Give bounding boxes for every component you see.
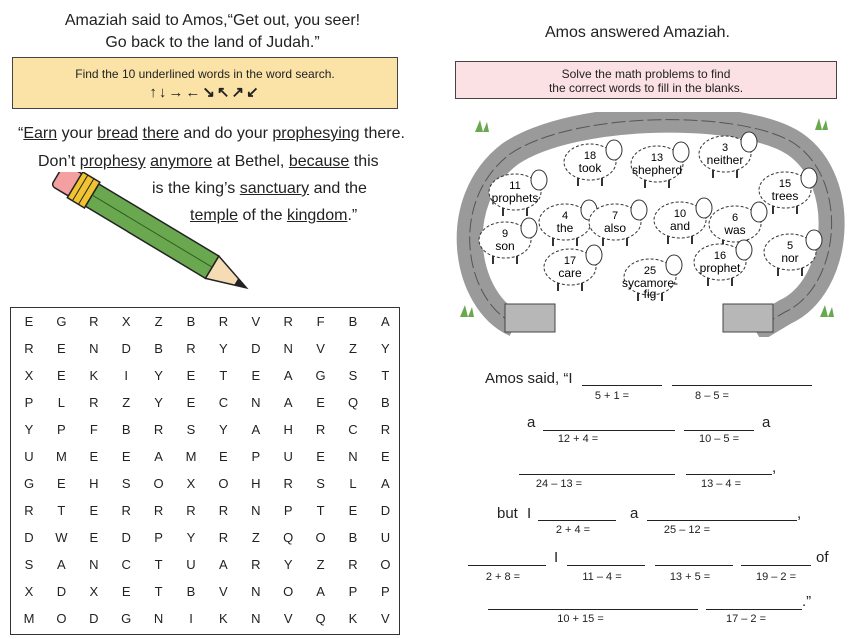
sheep-word: prophet <box>699 261 741 275</box>
grid-letter[interactable]: P <box>251 449 261 464</box>
grid-letter[interactable]: V <box>316 341 325 356</box>
quote-text: Don’t <box>38 153 80 170</box>
grid-letter[interactable]: B <box>381 395 390 410</box>
quote-text: and the <box>309 180 367 197</box>
math-problem-label: 10 – 5 = <box>698 433 740 445</box>
grid-letter[interactable]: Y <box>219 341 228 356</box>
grid-letter[interactable]: S <box>121 476 131 491</box>
grid-letter[interactable]: C <box>121 557 131 572</box>
right-title: Amos answered Amaziah. <box>545 24 730 41</box>
quote-text: “ <box>18 125 24 142</box>
quote-text: at Bethel, <box>212 153 289 170</box>
grid-letter[interactable]: T <box>381 368 390 383</box>
blank-line <box>543 430 675 431</box>
math-problem-label: 17 – 2 = <box>725 613 767 625</box>
grid-letter[interactable]: P <box>348 584 358 599</box>
underlined-word: there <box>142 125 179 142</box>
grid-letter[interactable]: E <box>121 584 131 599</box>
grid-letter[interactable]: R <box>121 503 131 518</box>
sheep <box>539 200 597 246</box>
grid-letter[interactable]: E <box>121 449 131 464</box>
sheep-number: 9 <box>501 228 509 240</box>
grid-letter[interactable]: R <box>380 422 391 437</box>
grid-letter[interactable]: B <box>186 584 196 599</box>
grid-letter[interactable]: T <box>316 503 325 518</box>
math-problem-label: 8 – 5 = <box>695 390 729 402</box>
sheep-word: the <box>556 221 574 235</box>
grid-letter[interactable]: Y <box>186 530 196 545</box>
amos-said-text: Amos said, “I <box>485 370 573 387</box>
blank-line <box>488 609 698 610</box>
grid-letter[interactable]: A <box>381 476 390 491</box>
grid-letter[interactable]: N <box>283 341 293 356</box>
grid-letter[interactable]: N <box>251 395 261 410</box>
sheep-number: 10 <box>673 208 687 220</box>
math-problem-label: 13 – 4 = <box>700 478 742 490</box>
underlined-word: prophesying <box>272 125 360 142</box>
grid-letter[interactable]: Y <box>283 557 293 572</box>
grid-letter[interactable]: Z <box>349 341 357 356</box>
grid-letter[interactable]: N <box>251 584 261 599</box>
sheep-number: 4 <box>561 210 569 222</box>
grid-letter[interactable]: E <box>348 503 358 518</box>
blank-line <box>519 474 675 475</box>
grid-letter[interactable]: M <box>23 611 35 626</box>
grid-letter[interactable]: G <box>315 368 326 383</box>
grid-letter[interactable]: Y <box>219 422 228 437</box>
grid-letter[interactable]: A <box>251 422 261 437</box>
math-problem-label: 19 – 2 = <box>755 571 797 583</box>
sheep-word: took <box>578 161 602 175</box>
grid-letter[interactable]: O <box>56 611 67 626</box>
sheep-number: 16 <box>713 250 727 262</box>
blank-line <box>468 565 546 566</box>
grid-letter[interactable]: D <box>121 341 131 356</box>
grid-letter[interactable]: D <box>380 503 391 518</box>
grid-letter[interactable]: B <box>348 314 358 329</box>
underlined-word: Earn <box>23 125 58 142</box>
math-problem-label: 13 + 5 = <box>669 571 711 583</box>
underlined-word: anymore <box>150 153 213 170</box>
direction-arrows-icon: ↑↓→←↘↖↗↙ <box>149 84 261 101</box>
left-title-line-2: Go back to the land of Judah.” <box>105 34 320 51</box>
blank-line <box>567 565 645 566</box>
comma: , <box>772 459 777 476</box>
word-a: a <box>762 414 771 431</box>
grid-letter[interactable]: X <box>24 584 34 599</box>
grid-letter[interactable]: E <box>24 314 34 329</box>
blank-line <box>706 609 802 610</box>
grid-letter[interactable]: P <box>57 422 66 437</box>
grid-letter[interactable]: R <box>218 314 229 329</box>
word-search-grid <box>10 307 400 635</box>
grid-letter[interactable]: E <box>186 368 196 383</box>
quote-text: of the <box>238 207 287 224</box>
grid-letter[interactable]: A <box>283 368 293 383</box>
grid-letter[interactable]: D <box>89 611 99 626</box>
math-instructions-line-2: the correct words to fill in the blanks. <box>548 81 744 95</box>
sheep <box>564 140 622 186</box>
grid-letter[interactable]: D <box>24 530 34 545</box>
grid-letter[interactable]: Q <box>315 611 326 626</box>
grid-letter[interactable]: R <box>89 314 99 329</box>
sheep <box>759 168 817 214</box>
grid-letter[interactable]: R <box>24 341 34 356</box>
grid-letter[interactable]: E <box>316 449 325 464</box>
quote-text: this <box>349 153 379 170</box>
grid-letter[interactable]: Q <box>347 395 359 410</box>
quote-text: and do your <box>178 125 273 142</box>
grid-letter[interactable]: E <box>251 368 261 383</box>
quote-line-2 <box>38 153 379 171</box>
grid-letter[interactable]: V <box>251 314 261 329</box>
blank-line <box>538 520 616 521</box>
sheep-number: 13 <box>650 152 664 164</box>
sheep-word: son <box>495 239 515 253</box>
math-problem-label: 12 + 4 = <box>557 433 599 445</box>
sheep-word: was <box>724 223 746 237</box>
grid-letter[interactable]: H <box>89 476 99 491</box>
grid-letter[interactable]: B <box>348 530 358 545</box>
grid-letter[interactable]: R <box>89 395 99 410</box>
grid-letter[interactable]: U <box>24 449 34 464</box>
grid-letter[interactable]: A <box>219 557 228 572</box>
grid-letter[interactable]: G <box>56 314 67 329</box>
word-but: but <box>497 505 518 522</box>
grid-letter[interactable]: N <box>89 341 99 356</box>
grid-letter[interactable]: P <box>283 503 293 518</box>
grid-letter[interactable]: Y <box>24 422 34 437</box>
word-a: a <box>527 414 536 431</box>
sheep <box>479 218 537 264</box>
sheep-word: also <box>603 221 627 235</box>
grid-letter[interactable]: Z <box>154 314 163 329</box>
sheep-number: 3 <box>721 142 729 154</box>
grid-letter[interactable]: H <box>283 422 293 437</box>
sheep-number: 18 <box>583 150 597 162</box>
grid-letter[interactable]: A <box>154 449 163 464</box>
sheep-word: care <box>558 266 582 280</box>
sheep-word: prophets <box>491 191 539 205</box>
grid-letter[interactable]: R <box>348 557 358 572</box>
word-i: I <box>527 505 532 522</box>
grid-letter[interactable]: A <box>57 557 66 572</box>
grid-letter[interactable]: Z <box>122 395 131 410</box>
quote-text: .” <box>347 207 358 224</box>
grid-letter[interactable]: E <box>57 341 66 356</box>
grid-letter[interactable]: N <box>153 611 164 626</box>
grid-letter[interactable]: I <box>189 611 193 626</box>
grid-letter[interactable]: R <box>218 503 229 518</box>
grid-letter[interactable]: X <box>121 314 131 329</box>
sheep-word: trees <box>771 189 799 203</box>
quote-line-1 <box>18 125 405 143</box>
grid-letter[interactable]: I <box>124 368 128 383</box>
sheep-word: fig <box>643 287 657 301</box>
grid-letter[interactable]: G <box>121 611 132 626</box>
grid-letter[interactable]: G <box>23 476 35 491</box>
sheep-number: 25 <box>643 265 657 277</box>
grid-letter[interactable]: Z <box>316 557 325 572</box>
quote-text: is the king’s <box>152 180 240 197</box>
grid-letter[interactable]: R <box>283 314 293 329</box>
grid-letter[interactable]: P <box>154 530 163 545</box>
grid-letter[interactable]: E <box>186 395 196 410</box>
grid-letter[interactable]: L <box>57 395 65 410</box>
find-words-text: Find the 10 underlined words in the word search. <box>75 67 335 81</box>
sheep-number: 15 <box>778 178 792 190</box>
grid-letter[interactable]: N <box>251 503 261 518</box>
grid-letter[interactable]: R <box>24 503 34 518</box>
grid-letter[interactable]: E <box>57 476 66 491</box>
blank-line <box>647 520 797 521</box>
grid-letter[interactable]: E <box>316 395 325 410</box>
grid-letter[interactable]: B <box>186 314 196 329</box>
grid-letter[interactable]: Z <box>251 530 260 545</box>
grid-letter[interactable]: R <box>251 557 261 572</box>
blank-line <box>684 430 754 431</box>
grid-letter[interactable]: X <box>24 368 34 383</box>
quote-text: your <box>57 125 98 142</box>
grid-letter[interactable]: T <box>57 503 66 518</box>
math-problem-label: 24 – 13 = <box>535 478 583 490</box>
grid-letter[interactable]: R <box>153 503 164 518</box>
blank-line <box>672 385 812 386</box>
grid-letter[interactable]: F <box>316 314 325 329</box>
grid-letter[interactable]: U <box>186 557 196 572</box>
grid-letter[interactable]: P <box>381 584 390 599</box>
sheep-pen-illustration <box>455 112 845 337</box>
grid-letter[interactable]: R <box>153 422 164 437</box>
underlined-word: temple <box>190 207 239 224</box>
grid-letter[interactable]: S <box>186 422 196 437</box>
sheep-number: 6 <box>731 212 739 224</box>
sheep <box>699 132 757 178</box>
grid-letter[interactable]: N <box>251 611 261 626</box>
grid-letter[interactable]: K <box>219 611 228 626</box>
grid-letter[interactable]: R <box>186 341 196 356</box>
sheep <box>589 200 647 246</box>
grid-letter[interactable]: T <box>154 557 163 572</box>
grid-letter[interactable]: W <box>55 530 68 545</box>
pencil-icon <box>38 172 278 302</box>
quote-text: there. <box>359 125 405 142</box>
grid-letter[interactable]: O <box>218 476 229 491</box>
grid-letter[interactable]: V <box>381 611 390 626</box>
sheep <box>544 245 602 291</box>
grid-letter[interactable]: N <box>89 557 99 572</box>
word-i: I <box>554 549 559 566</box>
grid-letter[interactable]: E <box>219 449 228 464</box>
grid-letter[interactable]: V <box>283 611 293 626</box>
math-problem-label: 2 + 4 = <box>555 524 591 536</box>
sheep-number: 17 <box>563 255 577 267</box>
underlined-word: because <box>288 153 350 170</box>
word-a: a <box>630 505 639 522</box>
sheep-number: 5 <box>786 240 794 252</box>
grid-letter[interactable]: T <box>219 368 228 383</box>
grid-letter[interactable]: R <box>186 503 196 518</box>
grid-letter[interactable]: A <box>283 395 293 410</box>
grid-letter[interactable]: O <box>153 476 164 491</box>
math-instructions-line-1: Solve the math problems to find <box>561 67 731 81</box>
grid-letter[interactable]: L <box>349 476 357 491</box>
grid-letter[interactable]: S <box>316 476 325 491</box>
blank-line <box>582 385 662 386</box>
math-problem-label: 10 + 15 = <box>557 613 604 625</box>
grid-letter[interactable]: R <box>283 476 293 491</box>
grid-letter[interactable]: C <box>348 422 358 437</box>
underlined-word: kingdom <box>286 207 348 224</box>
grid-letter[interactable]: R <box>315 422 326 437</box>
sheep-word: nor <box>781 251 799 265</box>
grid-letter[interactable]: M <box>185 449 197 464</box>
sheep-word: and <box>669 219 691 233</box>
sheep-word: shepherd <box>631 163 683 177</box>
grid-letter[interactable]: T <box>154 584 163 599</box>
grid-letter[interactable]: D <box>56 584 67 599</box>
sheep <box>709 202 767 248</box>
sheep-number: 11 <box>509 180 521 192</box>
sheep-word: sycamore- <box>621 276 679 290</box>
grid-letter[interactable]: N <box>348 449 358 464</box>
grid-letter[interactable]: A <box>381 314 390 329</box>
grid-letter[interactable]: X <box>186 476 196 491</box>
grid-letter[interactable]: U <box>283 449 293 464</box>
grid-letter[interactable]: E <box>89 449 99 464</box>
grid-letter[interactable]: Y <box>381 341 390 356</box>
word-of: of <box>816 549 829 566</box>
math-problem-label: 25 – 12 = <box>663 524 711 536</box>
grid-letter[interactable]: R <box>218 530 229 545</box>
grid-letter[interactable]: E <box>89 503 99 518</box>
grid-letter[interactable]: F <box>89 422 98 437</box>
grid-letter[interactable]: D <box>251 341 261 356</box>
grid-letter[interactable]: V <box>219 584 228 599</box>
math-instructions-box <box>455 61 837 99</box>
left-title <box>0 10 425 54</box>
grid-letter[interactable]: O <box>315 530 326 545</box>
left-title-line-1: Amaziah said to Amos,“Get out, you seer! <box>64 12 361 29</box>
grid-letter[interactable]: S <box>24 557 34 572</box>
grid-letter[interactable]: S <box>348 368 358 383</box>
grid-letter[interactable]: Y <box>154 368 163 383</box>
grid-letter[interactable]: O <box>283 584 294 599</box>
sheep <box>622 255 682 301</box>
grid-letter[interactable]: B <box>121 422 131 437</box>
grid-letter[interactable]: O <box>380 557 391 572</box>
grid-letter[interactable]: E <box>381 449 390 464</box>
sheep <box>654 198 712 244</box>
grid-letter[interactable]: B <box>154 341 163 356</box>
sheep <box>694 240 752 286</box>
grid-letter[interactable]: H <box>251 476 261 491</box>
grid-letter[interactable]: X <box>89 584 99 599</box>
underlined-word: prophesy <box>79 153 146 170</box>
grid-letter[interactable]: E <box>57 368 66 383</box>
math-problem-label: 2 + 8 = <box>485 571 521 583</box>
blank-line <box>741 565 811 566</box>
grid-letter[interactable]: Q <box>283 530 294 545</box>
underlined-word: bread <box>97 125 139 142</box>
grid-letter[interactable]: K <box>89 368 99 383</box>
grid-letter[interactable]: E <box>89 530 99 545</box>
grid-letter[interactable]: A <box>316 584 325 599</box>
math-problem-label: 11 – 4 = <box>582 571 622 583</box>
grid-letter[interactable]: P <box>24 395 34 410</box>
blank-line <box>655 565 733 566</box>
sheep-word: neither <box>706 153 744 167</box>
grid-letter[interactable]: K <box>348 611 358 626</box>
grid-letter[interactable]: D <box>121 530 131 545</box>
grid-letter[interactable]: U <box>380 530 391 545</box>
grid-letter[interactable]: C <box>218 395 229 410</box>
blank-line <box>686 474 772 475</box>
math-problem-label: 5 + 1 = <box>594 390 630 402</box>
comma: , <box>797 505 802 522</box>
sheep-number: 7 <box>611 210 619 222</box>
find-words-box <box>12 57 398 109</box>
underlined-word: sanctuary <box>239 180 310 197</box>
closing-quote: .” <box>802 593 812 610</box>
sheep <box>631 142 689 188</box>
grid-letter[interactable]: M <box>55 449 67 464</box>
grid-letter[interactable]: Y <box>154 395 163 410</box>
